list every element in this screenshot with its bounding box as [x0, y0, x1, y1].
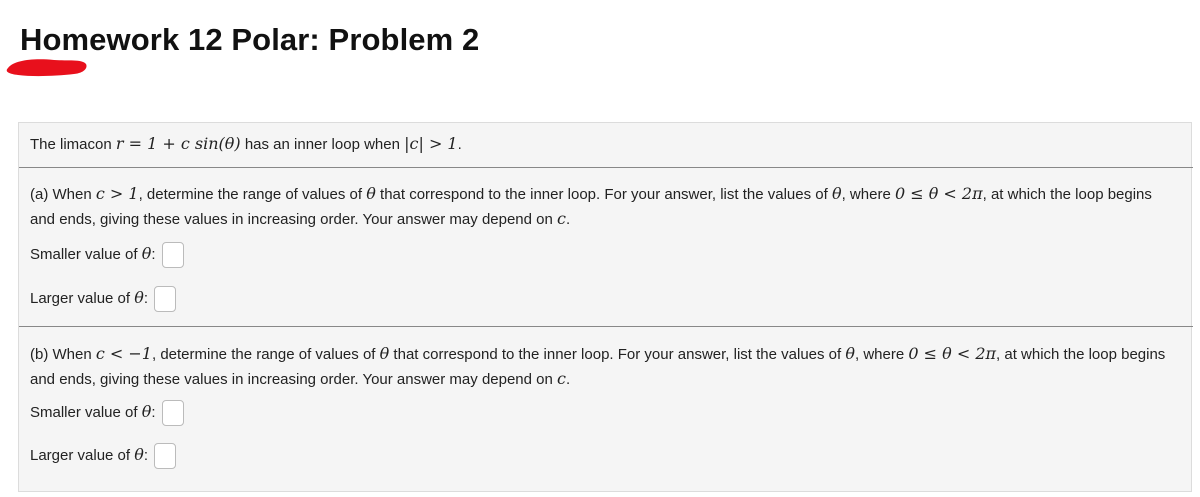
theta-symbol: θ	[141, 402, 152, 421]
part-b-larger-answer-input[interactable]	[154, 443, 176, 469]
smaller-value-label: Smaller value of	[30, 404, 142, 421]
inner-loop-condition: |c| > 1	[404, 134, 458, 153]
part-b-smaller-row	[30, 400, 184, 426]
colon: :	[151, 404, 156, 421]
smaller-value-label: Smaller value of	[30, 246, 142, 263]
part-b-smaller-answer-input[interactable]	[162, 400, 184, 426]
theta-symbol: θ	[831, 184, 842, 203]
part-b-text-5: , at which the loop begins and ends, giving these values in increasing order. Your answer may depend on	[30, 346, 1166, 388]
part-b-text-1: (b) When	[30, 346, 96, 363]
part-a-question	[30, 182, 1180, 232]
part-a-text-2: , determine the range of values of	[138, 186, 367, 203]
colon: :	[143, 447, 149, 464]
part-b-condition: c < −1	[95, 344, 152, 363]
part-a-condition: c > 1	[95, 184, 139, 203]
part-a-text-3: that correspond to the inner loop. For your answer, list the values of	[375, 186, 832, 203]
c-symbol: c	[557, 369, 566, 388]
part-b-text-2: , determine the range of values of	[151, 346, 380, 363]
page-title: Homework 12 Polar: Problem 2	[20, 22, 480, 57]
part-a-text-5: , at which the loop begins and ends, giving these values in increasing order. Your answer may depend on	[30, 186, 1152, 228]
part-b-text-4: , where	[855, 346, 909, 363]
redaction-mark	[4, 56, 88, 78]
theta-symbol: θ	[134, 288, 144, 307]
theta-symbol: θ	[845, 344, 855, 363]
intro-text-2: has an inner loop when	[240, 136, 405, 153]
colon: :	[143, 290, 149, 307]
divider	[19, 167, 1193, 168]
larger-value-label: Larger value of	[30, 290, 135, 307]
intro-text-1: The limacon	[30, 136, 116, 153]
theta-symbol: θ	[141, 244, 152, 263]
intro-statement	[30, 132, 462, 157]
intro-text-3: .	[457, 136, 462, 153]
larger-value-label: Larger value of	[30, 447, 135, 464]
part-b-question	[30, 342, 1180, 392]
theta-range: 0 ≤ θ < 2π	[908, 344, 997, 363]
part-a-larger-row	[30, 286, 176, 312]
part-a-smaller-row	[30, 242, 184, 268]
limacon-equation: r = 1 + c sin(θ)	[115, 134, 241, 153]
part-a-text-6: .	[565, 211, 571, 228]
divider	[19, 326, 1193, 327]
colon: :	[151, 246, 156, 263]
part-b-text-3: that correspond to the inner loop. For your answer, list the values of	[389, 346, 846, 363]
theta-symbol: θ	[379, 344, 390, 363]
part-a-text-1: (a) When	[30, 186, 96, 203]
part-b-larger-row	[30, 443, 176, 469]
theta-symbol: θ	[366, 184, 376, 203]
problem-panel	[18, 122, 1192, 492]
part-a-smaller-answer-input[interactable]	[162, 242, 184, 268]
theta-symbol: θ	[134, 445, 144, 464]
part-a-text-4: , where	[841, 186, 895, 203]
part-a-larger-answer-input[interactable]	[154, 286, 176, 312]
theta-range: 0 ≤ θ < 2π	[894, 184, 983, 203]
part-b-text-6: .	[565, 371, 571, 388]
c-symbol: c	[557, 209, 566, 228]
